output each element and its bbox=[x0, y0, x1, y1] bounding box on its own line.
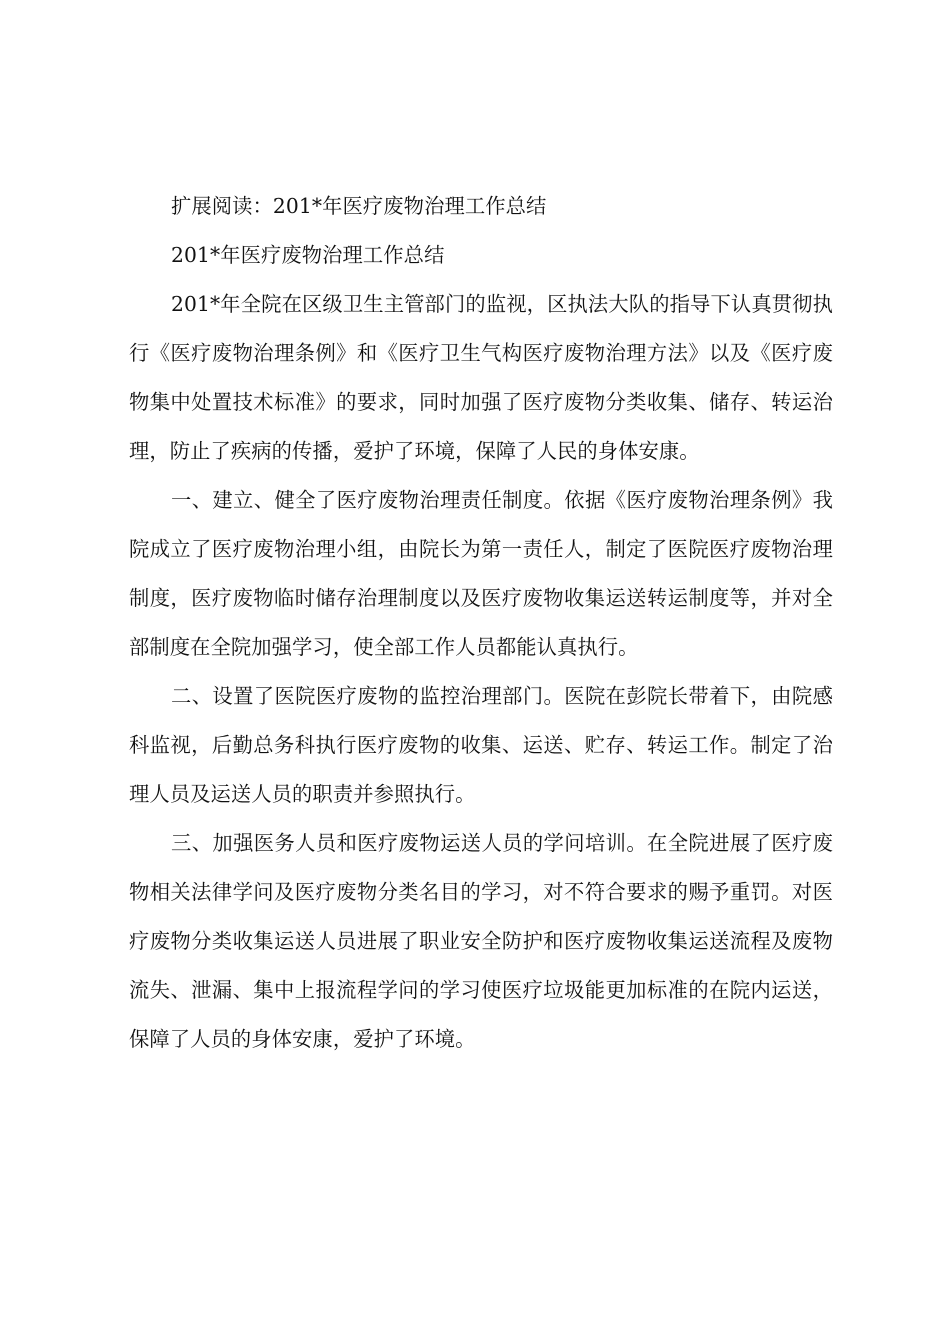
document-title: 201*年医疗废物治理工作总结 bbox=[171, 243, 445, 267]
paragraph-section-1: 一、建立、健全了医疗废物治理责任制度。依据《医疗废物治理条例》我院成立了医疗废物治理小组，由院长为第一责任人，制定了医院医疗废物治理制度，医疗废物临时储存治理制度以及医疗废物收集运送转运制度等，并对全部制度在全院加强学习，使全部工作人员都能认真执行。 bbox=[129, 488, 833, 659]
extended-reading-heading: 扩展阅读：201*年医疗废物治理工作总结 bbox=[171, 194, 547, 218]
paragraph-section-3: 三、加强医务人员和医疗废物运送人员的学问培训。在全院进展了医疗废物相关法律学问及医疗废物分类名目的学习，对不符合要求的赐予重罚。对医疗废物分类收集运送人员进展了职业安全防护和医疗废物收集运送流程及废物流失、泄漏、集中上报流程学问的学习使医疗垃圾能更加标准的在院内运送，保障了人员的身体安康，爱护了环境。 bbox=[129, 831, 833, 1051]
document-body bbox=[129, 182, 833, 1064]
paragraph-intro: 201*年全院在区级卫生主管部门的监视，区执法大队的指导下认真贯彻执行《医疗废物治理条例》和《医疗卫生气构医疗废物治理方法》以及《医疗废物集中处置技术标准》的要求，同时加强了医疗废物分类收集、储存、转运治理，防止了疾病的传播，爱护了环境，保障了人民的身体安康。 bbox=[129, 292, 833, 463]
paragraph-section-2: 二、设置了医院医疗废物的监控治理部门。医院在彭院长带着下，由院感科监视，后勤总务科执行医疗废物的收集、运送、贮存、转运工作。制定了治理人员及运送人员的职责并参照执行。 bbox=[129, 684, 833, 806]
